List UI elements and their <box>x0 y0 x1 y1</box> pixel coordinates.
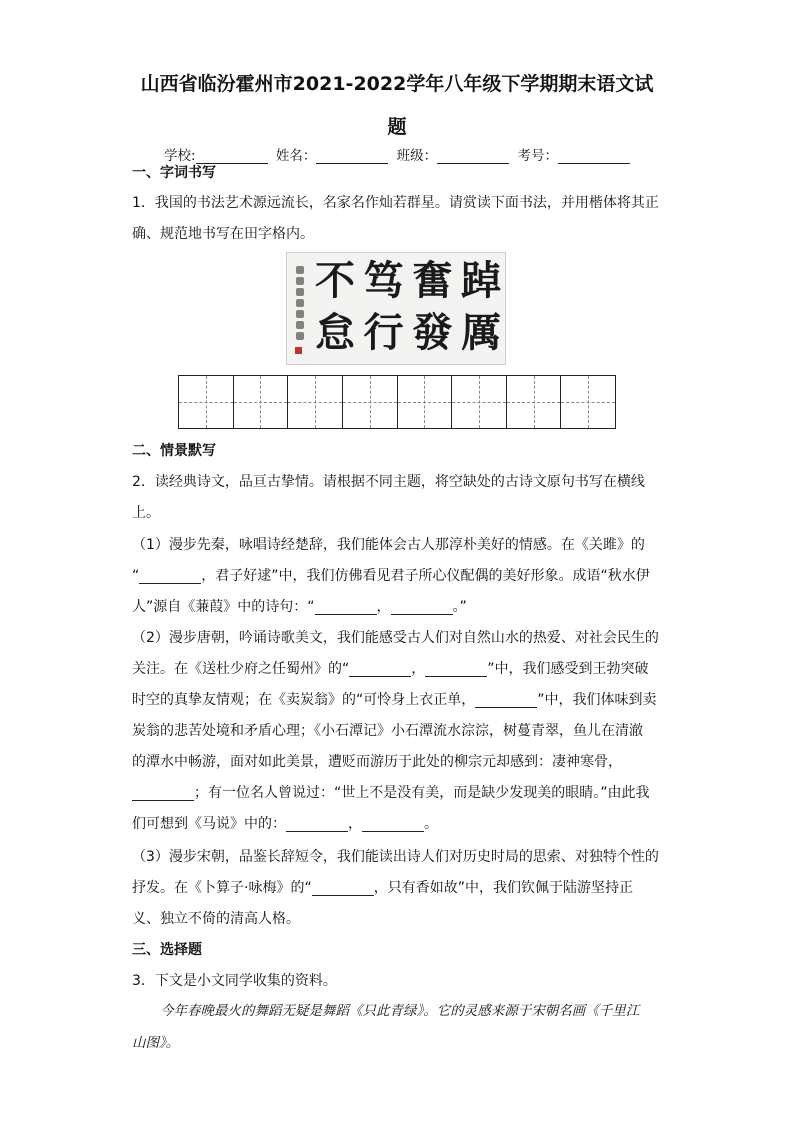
calligraphy-char: 發 <box>412 309 453 356</box>
calligraphy-row-1 <box>315 259 501 303</box>
section-heading-3: 三、选择题 <box>132 942 202 958</box>
calligraphy-char: 厲 <box>460 309 501 356</box>
q2-part3-text: ，只有香如故”中，我们钦佩于陆游坚持正 <box>373 880 633 896</box>
q2-part2-line5: 的潭水中畅游，面对如此美景，遭贬而游历于此处的柳宗元却感到：凄神寒骨， <box>132 754 622 770</box>
calligraphy-char: 踔 <box>460 257 501 304</box>
calligraphy-char: 怠 <box>315 309 355 356</box>
answer-blank[interactable] <box>286 817 348 832</box>
tianzige-cell[interactable] <box>561 376 615 428</box>
comma: ， <box>348 816 362 832</box>
q2-intro-line2: 上。 <box>132 505 160 521</box>
calligraphy-seal <box>295 347 302 354</box>
section-heading-2: 二、情景默写 <box>132 443 216 459</box>
q2-part3-line2 <box>132 880 672 896</box>
calligraphy-signature <box>293 263 307 355</box>
q2-part2-text: 关注。在《送杜少府之任蜀州》的“ <box>132 661 350 677</box>
q2-intro-line1: 2．读经典诗文，品亘古挚情。请根据不同主题，将空缺处的古诗文原句书写在横线 <box>132 474 645 490</box>
tianzige-cell[interactable] <box>343 376 398 428</box>
q2-part2-text: ；有一位名人曾说过：“世上不是没有美，而是缺少发现美的眼睛。”由此我 <box>194 785 650 801</box>
calligraphy-char: 笃 <box>363 257 404 304</box>
answer-blank[interactable] <box>132 786 194 801</box>
comma: ， <box>411 661 426 677</box>
school-label: 学校: <box>164 148 196 164</box>
tianzige-cell[interactable] <box>179 376 234 428</box>
q3-intro: 3．下文是小文同学收集的资料。 <box>132 973 337 989</box>
tianzige-cell[interactable] <box>234 376 289 428</box>
q2-part2-line2 <box>132 661 672 677</box>
name-blank[interactable] <box>316 149 388 164</box>
tianzige-cell[interactable] <box>288 376 343 428</box>
class-label: 班级： <box>396 148 438 164</box>
q2-part1-text: 人”源自《蒹葭》中的诗句：“ <box>132 599 315 615</box>
tianzige-cell[interactable] <box>507 376 562 428</box>
school-blank[interactable] <box>196 149 268 164</box>
answer-blank[interactable] <box>349 662 411 677</box>
exam-no-label: 考号： <box>517 148 558 164</box>
answer-blank[interactable] <box>475 693 537 708</box>
q2-part1-line2 <box>132 568 672 584</box>
q2-part3-line3: 义、独立不倚的清高人格。 <box>132 911 300 927</box>
tianzige-grid <box>178 375 616 429</box>
section-heading-1: 一、字词书写 <box>132 165 216 181</box>
answer-blank[interactable] <box>315 600 377 615</box>
q1-text-line2: 确、规范地书写在田字格内。 <box>132 226 314 242</box>
q2-part2-text: ”中，我们体味到卖 <box>537 692 657 708</box>
q2-part2-text: 时空的真挚友情观；在《卖炭翁》的“可怜身上衣正单， <box>132 692 476 708</box>
name-label: 姓名： <box>275 148 317 164</box>
q2-part2-line6 <box>132 785 672 801</box>
answer-blank[interactable] <box>425 662 487 677</box>
q2-part3-text: 抒发。在《卜算子·咏梅》的“ <box>132 880 312 896</box>
tianzige-cell[interactable] <box>398 376 453 428</box>
calligraphy-row-2 <box>315 311 501 355</box>
q2-part1-text: 。” <box>452 599 467 615</box>
answer-blank[interactable] <box>139 569 201 584</box>
q2-part1-line1: （1）漫步先秦，咏唱诗经楚辞，我们能体会古人那淳朴美好的情感。在《关雎》的 <box>132 537 645 553</box>
calligraphy-char: 行 <box>363 309 404 356</box>
q2-part2-line3 <box>132 692 672 708</box>
calligraphy-char: 奮 <box>412 257 453 304</box>
q2-part1-text: ，君子好逑”中，我们仿佛看见君子所心仪配偶的美好形象。成语“秋水伊 <box>201 568 650 584</box>
calligraphy-image <box>286 252 506 365</box>
answer-blank[interactable] <box>312 881 374 896</box>
exam-no-blank[interactable] <box>558 149 630 164</box>
student-info-row <box>164 144 634 164</box>
answer-blank[interactable] <box>391 600 453 615</box>
comma: ， <box>376 599 391 615</box>
q2-part2-line7 <box>132 816 672 832</box>
calligraphy-char: 不 <box>315 257 355 304</box>
q3-quote-line2: 山图》。 <box>132 1035 180 1051</box>
page-title-continued: 题 <box>387 116 407 138</box>
page-title: 山西省临汾霍州市2021-2022学年八年级下学期期末语文试 <box>140 73 654 95</box>
q2-part2-line4: 炭翁的悲苦处境和矛盾心理；《小石潭记》小石潭流水淙淙，树蔓青翠，鱼儿在清澈 <box>132 723 643 739</box>
class-blank[interactable] <box>437 149 509 164</box>
q3-quote-line1: 今年春晚最火的舞蹈无疑是舞蹈《只此青绿》。它的灵感来源于宋朝名画《千里江 <box>160 1003 640 1019</box>
period: 。 <box>424 816 438 832</box>
q1-text-line1: 1．我国的书法艺术源远流长，名家名作灿若群星。请赏读下面书法，并用楷体将其正 <box>132 195 659 211</box>
q2-part1-line3 <box>132 599 672 615</box>
q2-part2-line1: （2）漫步唐朝，吟诵诗歌美文，我们能感受古人们对自然山水的热爱、对社会民生的 <box>132 630 659 646</box>
answer-blank[interactable] <box>362 817 424 832</box>
q2-part2-text: ”中，我们感受到王勃突破 <box>487 661 649 677</box>
q2-part2-text: 们可想到《马说》中的： <box>132 816 286 832</box>
q2-part3-line1: （3）漫步宋朝，品鉴长辞短令，我们能读出诗人们对历史时局的思索、对独特个性的 <box>132 849 659 865</box>
tianzige-cell[interactable] <box>452 376 507 428</box>
quote-mark: “ <box>132 568 140 584</box>
